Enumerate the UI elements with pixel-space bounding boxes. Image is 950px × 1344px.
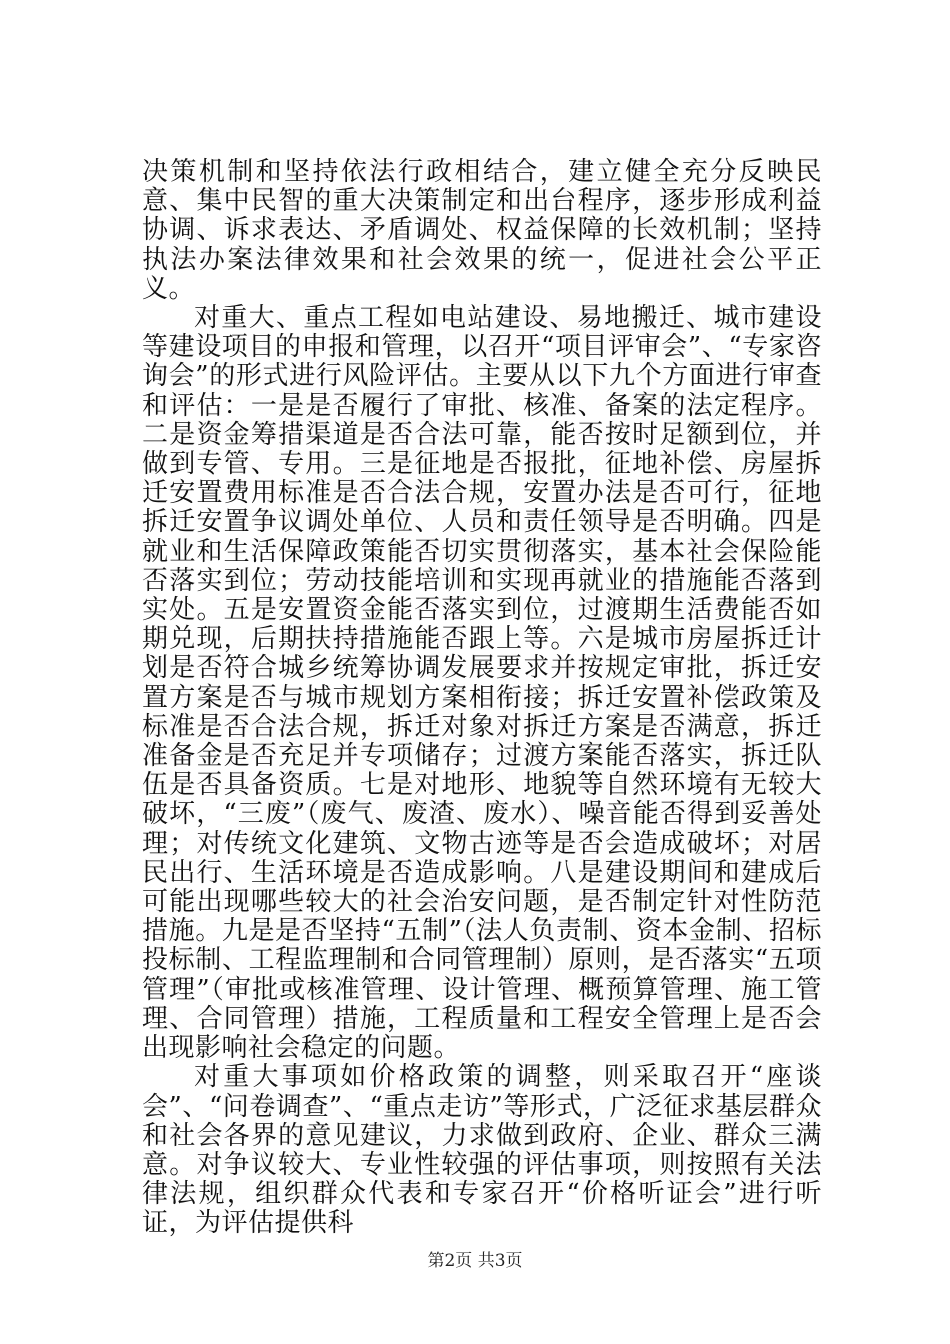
paragraph-project-assessment: 对重大、重点工程如电站建设、易地搬迁、城市建设等建设项目的申报和管理，以召开“项目评审会”、“专家咨询会”的形式进行风险评估。主要从以下九个方面进行审查和评估：一是是否履行了审批、核准、备案的法定程序。二是资金筹措渠道是否合法可靠，能否按时足额到位，并做到专管、专用。三是征地是否报批，征地补偿、房屋拆迁安置费用标准是否合法合规，安置办法是否可行，征地拆迁安置争议调处单位、人员和责任领导是否明确。四是就业和生活保障政策能否切实贯彻落实，基本社会保险能否落实到位；劳动技能培训和实现再就业的措施能否落到实处。五是安置资金能否落实到位，过渡期生活费能否如期兑现，后期扶持措施能否跟上等。六是城市房屋拆迁计划是否符合城乡统筹协调发展要求并按规定审批，拆迁安置方案是否与城市规划方案相衔接；拆迁安置补偿政策及标准是否合法合规，拆迁对象对拆迁方案是否满意，拆迁准备金是否充足并专项储存；过渡方案能否落实，拆迁队伍是否具备资质。七是对地形、地貌等自然环境有无较大破坏，“三废”（废气、废渣、废水）、噪音能否得到妥善处理；对传统文化建筑、文物古迹等是否会造成破坏；对居民出行、生活环境是否造成影响。八是建设期间和建成后可能出现哪些较大的社会治安问题，是否制定针对性防范措施。九是是否坚持“五制”（法人负责制、资本金制、招标投标制、工程监理制和合同管理制）原则，是否落实“五项管理”（审批或核准管理、设计管理、概预算管理、施工管理、合同管理）措施，工程质量和工程安全管理上是否会出现影响社会稳定的问题。 [142,303,822,1064]
page-number-footer: 第2页 共3页 [427,1251,523,1271]
paragraph-continuation: 决策机制和坚持依法行政相结合，建立健全充分反映民意、集中民智的重大决策制定和出台程序，逐步形成利益协调、诉求表达、矛盾调处、权益保障的长效机制；坚持执法办案法律效果和社会效果的统一，促进社会公平正义。 [142,157,822,304]
paragraph-price-policy: 对重大事项如价格政策的调整，则采取召开“座谈会”、“问卷调查”、“重点走访”等形式，广泛征求基层群众和社会各界的意见建议，力求做到政府、企业、群众三满意。对争议较大、专业性较强的评估事项，则按照有关法律法规，组织群众代表和专家召开“价格听证会”进行听证，为评估提供科 [142,1062,822,1239]
document-body [142,158,822,1239]
